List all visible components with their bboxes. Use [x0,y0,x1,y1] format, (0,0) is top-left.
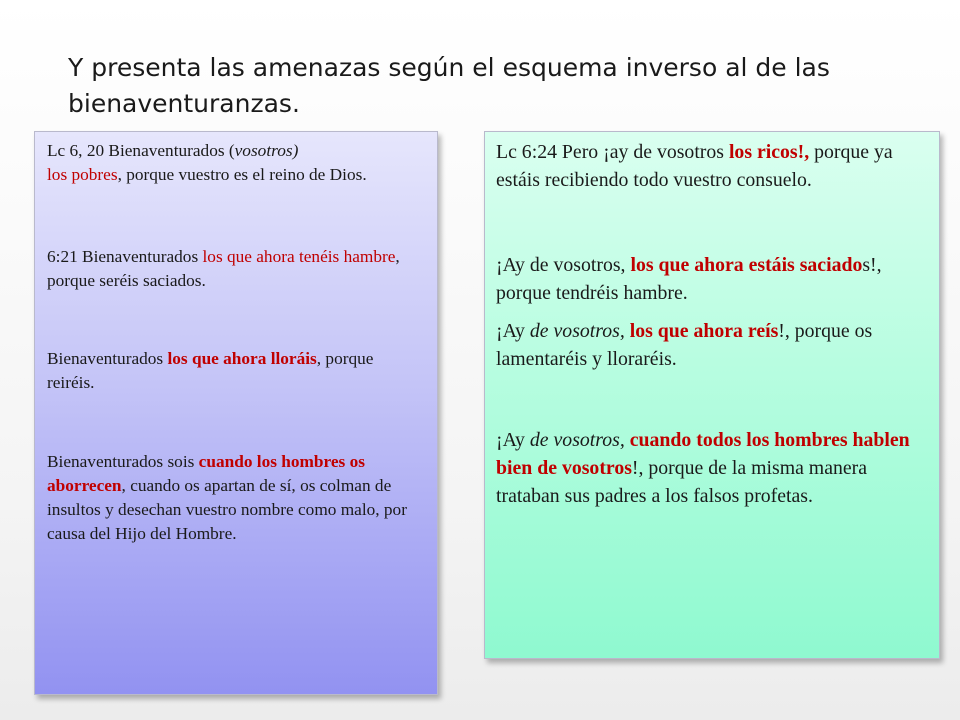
text-segment: !, porque os lamentaréis y lloraréis. [496,320,873,370]
text-segment: , porque seréis saciados. [47,247,400,290]
beatitude-hungry [47,245,425,293]
text-segment: Lc 6, 20 Bienaventurados ( [47,141,235,160]
slide-title: Y presenta las amenazas según el esquema inverso al de las bienaventuranzas. [68,53,830,118]
woes-box [484,131,940,659]
text-segment: , cuando os apartan de sí, os colman de insultos y desechan vuestro nombre como malo, por causa del Hijo del Hombre. [47,476,407,543]
woe-rich [496,138,927,194]
text-segment: Bienaventurados [47,349,168,368]
highlight-red-bold: cuando todos los hombres hablen bien de vosotros [496,429,910,479]
highlight-red-bold: los que ahora reís [629,320,779,342]
woe-praised [496,426,927,510]
text-segment: s!, porque tendréis hambre. [496,254,882,304]
text-segment: , porque vuestro es el reino de Dios. [117,165,367,184]
beatitude-hated [47,450,425,546]
text-segment: ¡Ay de vosotros, [496,254,631,276]
highlight-red: los que ahora tenéis hambre [202,247,396,266]
beatitude-poor [47,139,425,187]
highlight-red-bold: los ricos!, [728,141,810,163]
text-segment-italic: vosotros) [234,141,299,160]
text-segment: !, porque de la misma manera trataban sus padres a los falsos profetas. [496,457,868,507]
highlight-red-bold: los que ahora lloráis [167,349,317,368]
woe-satisfied [496,251,927,307]
highlight-red: los pobres [47,165,118,184]
beatitude-weeping [47,347,425,395]
highlight-red-bold: cuando los hombres os aborrecen [47,452,365,495]
text-segment-italic: de vosotros, [529,429,625,451]
text-segment: Bienaventurados sois [47,452,199,471]
highlight-red-bold: los que ahora estáis saciado [630,254,863,276]
woe-laughing [496,317,927,373]
text-segment: porque ya estáis recibiendo todo vuestro consuelo. [496,141,893,191]
text-segment: Lc 6:24 Pero ¡ay de vosotros [496,141,729,163]
text-segment: ¡Ay [496,320,530,342]
text-segment: , porque reiréis. [47,349,374,392]
text-segment: ¡Ay [496,429,530,451]
text-segment: 6:21 Bienaventurados [47,247,203,266]
text-segment-italic: de vosotros, [529,320,625,342]
beatitudes-box [34,131,438,695]
